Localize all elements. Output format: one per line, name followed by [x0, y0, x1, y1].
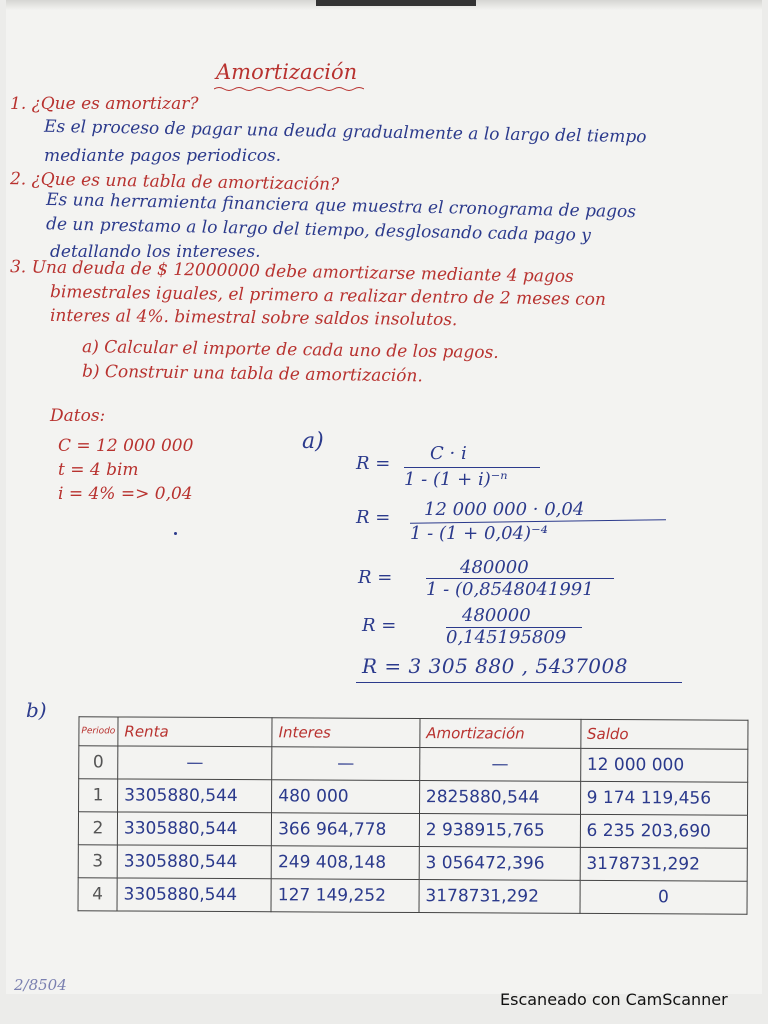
step-3-numerator: 480000 — [460, 557, 529, 578]
answer-1-line-1: Es el proceso de pagar una deuda gradualmente a lo largo del tiempo — [43, 116, 647, 148]
header-interes: Interes — [272, 718, 420, 748]
cell-amortizacion: 2 938915,765 — [419, 814, 580, 848]
step-1-numerator: C · i — [430, 443, 467, 464]
step-2-lhs: R = — [356, 507, 391, 528]
step-4-numerator: 480000 — [462, 605, 531, 626]
title-wavy-underline — [214, 86, 364, 92]
cell-interes: 249 408,148 — [271, 846, 419, 880]
part-b-label: b) — [26, 698, 47, 722]
cell-interes: 480 000 — [272, 780, 420, 814]
cell-interes: — — [272, 747, 420, 781]
step-1-fraction-bar — [404, 467, 540, 468]
result-underline — [356, 682, 682, 683]
table-row — [78, 845, 747, 882]
table-row — [78, 812, 747, 849]
cell-amortizacion: 3178731,292 — [419, 880, 580, 914]
cell-saldo: 3178731,292 — [580, 847, 748, 881]
step-3-denominator: 1 - (0,8548041991 — [426, 579, 594, 600]
cell-interes: 366 964,778 — [272, 813, 420, 847]
cell-periodo: 4 — [78, 878, 117, 911]
answer-2-line-1: Es una herramienta financiera que muestra el cronograma de pagos — [45, 189, 637, 223]
page-title: Amortización — [216, 60, 358, 84]
question-3-part-b: b) Construir una tabla de amortización. — [81, 361, 423, 387]
cell-periodo: 0 — [79, 746, 118, 779]
step-4-denominator: 0,145195809 — [446, 627, 567, 648]
answer-2-line-2: de un prestamo a lo largo del tiempo, desglosando cada pago y — [45, 214, 592, 246]
camscanner-watermark: Escaneado con CamScanner — [500, 990, 728, 1009]
table-header-row — [79, 717, 748, 750]
header-amortizacion: Amortización — [420, 719, 581, 749]
cell-saldo: 9 174 119,456 — [580, 781, 748, 815]
question-1: 1. ¿Que es amortizar? — [10, 94, 199, 114]
cell-periodo: 2 — [78, 812, 117, 845]
cell-amortizacion: — — [420, 748, 581, 782]
answer-1-line-2: mediante pagos periodicos. — [44, 146, 282, 166]
cell-amortizacion: 3 056472,396 — [419, 847, 580, 881]
table-row — [79, 746, 748, 783]
cell-renta: 3305880,544 — [117, 812, 271, 846]
question-3-line-3: interes al 4%. bimestral sobre saldos insolutos. — [49, 305, 458, 331]
cell-renta: 3305880,544 — [117, 878, 271, 912]
amortization-table — [77, 716, 748, 915]
cell-periodo: 3 — [78, 845, 117, 878]
step-2-numerator: 12 000 000 · 0,04 — [424, 499, 585, 520]
scanned-page — [6, 0, 762, 994]
ink-dot — [174, 532, 177, 535]
cell-renta: 3305880,544 — [117, 845, 271, 879]
cell-interes: 127 149,252 — [271, 879, 419, 913]
question-3-line-1: 3. Una deuda de $ 12000000 debe amortizarse mediante 4 pagos — [9, 257, 574, 287]
result-payment: R = 3 305 880 , 5437008 — [362, 654, 628, 678]
step-1-lhs: R = — [356, 453, 391, 474]
datos-label: Datos: — [50, 406, 106, 426]
datos-interest: i = 4% => 0,04 — [58, 484, 193, 504]
step-3-lhs: R = — [358, 567, 393, 588]
cell-saldo: 12 000 000 — [580, 748, 748, 782]
header-saldo: Saldo — [580, 719, 748, 749]
header-renta: Renta — [118, 717, 272, 747]
cell-renta: — — [118, 746, 272, 780]
step-1-denominator: 1 - (1 + i)⁻ⁿ — [404, 469, 508, 490]
header-periodo: Periodo — [79, 717, 118, 746]
question-3-part-a: a) Calcular el importe de cada uno de los pagos. — [81, 337, 499, 363]
cell-saldo: 0 — [580, 880, 748, 914]
part-a-label: a) — [302, 429, 324, 454]
table-row — [78, 878, 747, 915]
table-row — [79, 779, 748, 816]
step-2-denominator: 1 - (1 + 0,04)⁻⁴ — [410, 523, 548, 544]
question-2: 2. ¿Que es una tabla de amortización? — [9, 169, 340, 195]
cell-saldo: 6 235 203,690 — [580, 814, 748, 848]
answer-2-line-3: detallando los intereses. — [50, 242, 261, 262]
step-4-lhs: R = — [362, 615, 397, 636]
cell-amortizacion: 2825880,544 — [419, 781, 580, 815]
cell-renta: 3305880,544 — [118, 779, 272, 813]
cell-periodo: 1 — [79, 779, 118, 812]
corner-page-note: 2/8504 — [14, 976, 67, 994]
scan-top-edge — [6, 0, 762, 10]
datos-capital: C = 12 000 000 — [58, 436, 194, 456]
question-3-line-2: bimestrales iguales, el primero a realizar dentro de 2 meses con — [49, 282, 607, 310]
datos-time: t = 4 bim — [58, 460, 139, 480]
